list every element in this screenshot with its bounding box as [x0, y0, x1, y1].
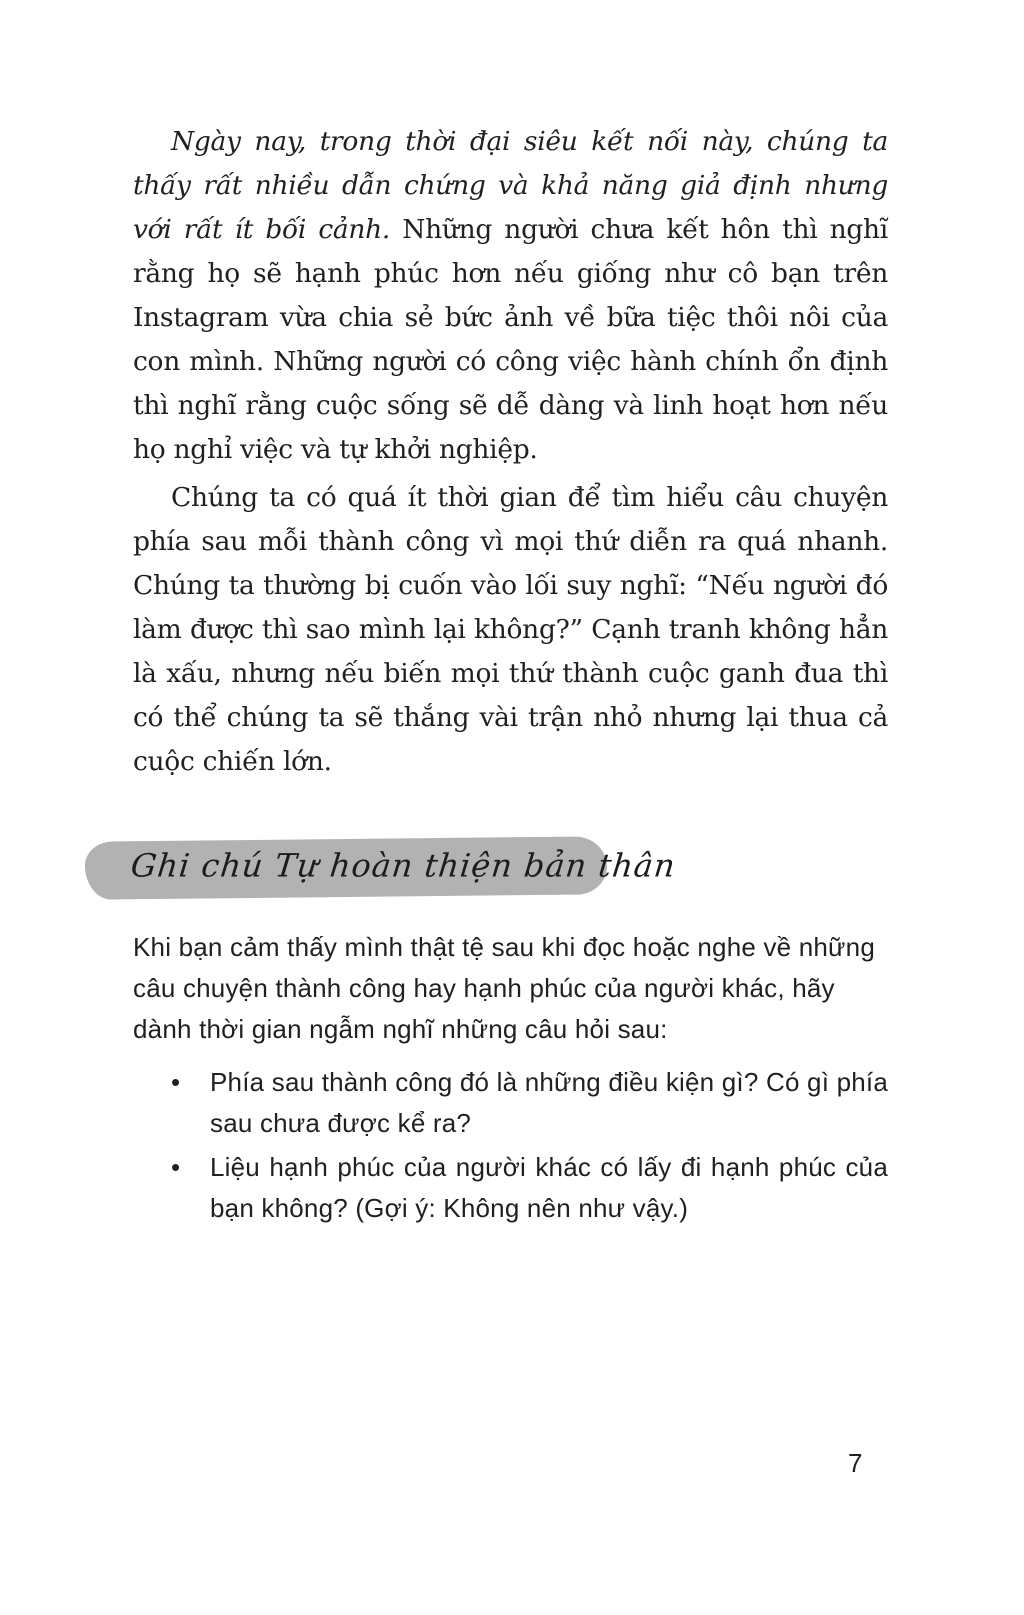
bullet-text: Phía sau thành công đó là những điều kiện gì? Có gì phía sau chưa được kể ra?	[210, 1067, 888, 1138]
paragraph-1-text: Những người chưa kết hôn thì nghĩ rằng họ sẽ hạnh phúc hơn nếu giống như cô bạn trên Instagram vừa chia sẻ bức ảnh về bữa tiệc thôi nôi của con mình. Những người có công việc hành chính ổn định thì nghĩ rằng cuộc sống sẽ dễ dàng và linh hoạt hơn nếu họ nghỉ việc và tự khởi nghiệp.	[133, 214, 888, 465]
page-content	[128, 120, 888, 1232]
list-item	[133, 1062, 888, 1144]
bullet-text: Liệu hạnh phúc của người khác có lấy đi hạnh phúc của bạn không? (Gợi ý: Không nên như vậy.)	[210, 1152, 888, 1223]
note-intro: Khi bạn cảm thấy mình thật tệ sau khi đọc hoặc nghe về những câu chuyện thành công hay hạnh phúc của người khác, hãy dành thời gian ngẫm nghĩ những câu hỏi sau:	[133, 932, 875, 1044]
note-section	[133, 927, 888, 1229]
note-banner	[85, 836, 678, 899]
italic-lead-text: Ngày nay, trong thời đại siêu kết nối này, chúng ta thấy rất nhiều dẫn chứng và khả năng giả định nhưng với rất ít bối cảnh.	[133, 126, 888, 245]
bullet-icon: •	[171, 1152, 181, 1182]
body-paragraph-2: Chúng ta có quá ít thời gian để tìm hiểu câu chuyện phía sau mỗi thành công vì mọi thứ diễn ra quá nhanh. Chúng ta thường bị cuốn vào lối suy nghĩ: “Nếu người đó làm được thì sao mình lại không?” Cạnh tranh không hẳn là xấu, nhưng nếu biến mọi thứ thành cuộc ganh đua thì có thể chúng ta sẽ thắng vài trận nhỏ nhưng lại thua cả cuộc chiến lớn.	[133, 482, 888, 777]
note-bullet-list	[133, 1062, 888, 1229]
page-number: 7	[848, 1448, 863, 1478]
bullet-icon: •	[171, 1067, 181, 1097]
body-paragraph-1	[133, 120, 888, 472]
list-item	[133, 1147, 888, 1229]
note-title: Ghi chú Tự hoàn thiện bản thân	[128, 846, 678, 885]
